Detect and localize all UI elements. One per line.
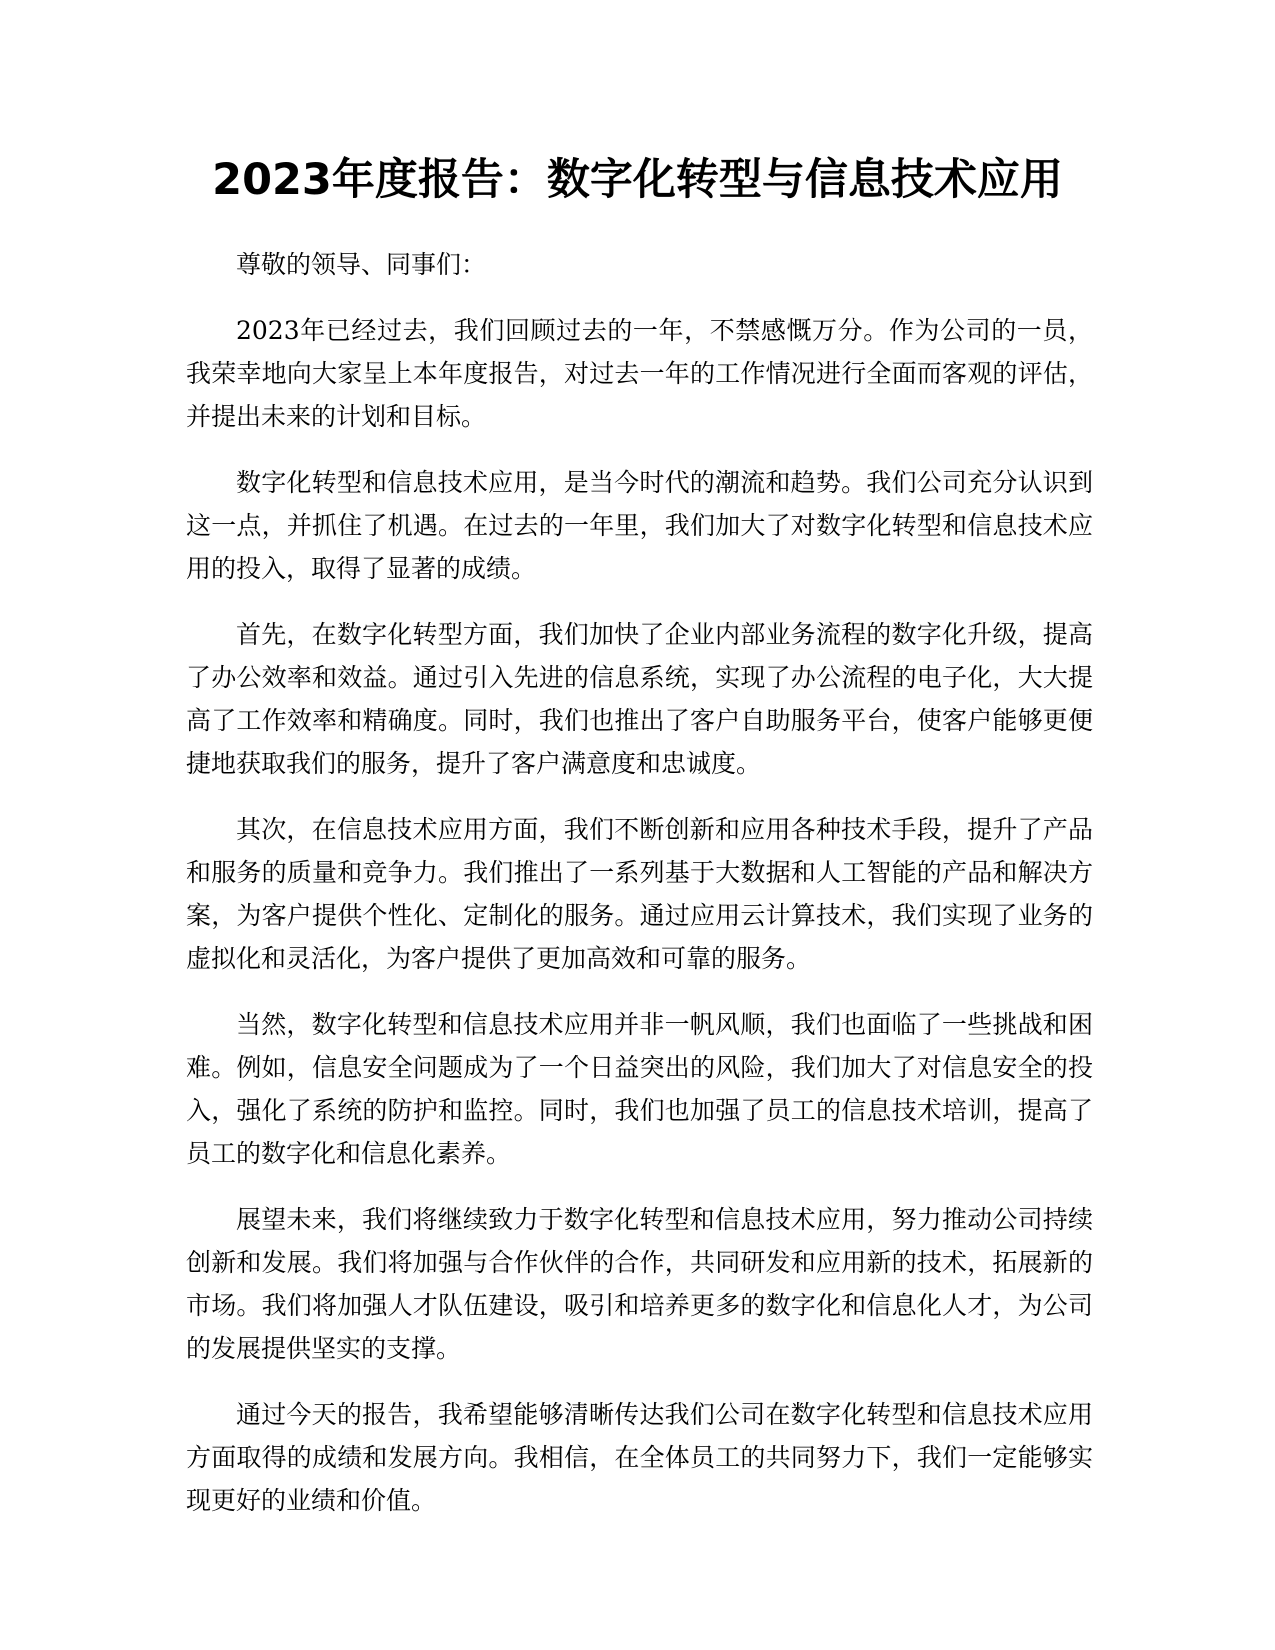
paragraph-conclusion: 通过今天的报告，我希望能够清晰传达我们公司在数字化转型和信息技术应用方面取得的成绩和发展方向。我相信，在全体员工的共同努力下，我们一定能够实现更好的业绩和价值。: [186, 1400, 1093, 1515]
document-body: [186, 243, 1093, 1545]
paragraph-outlook: 展望未来，我们将继续致力于数字化转型和信息技术应用，努力推动公司持续创新和发展。我们将加强与合作伙伴的合作，共同研发和应用新的技术，拓展新的市场。我们将加强人才队伍建设，吸引和培养更多的数字化和信息化人才，为公司的发展提供坚实的支撑。: [186, 1205, 1093, 1363]
greeting: 尊敬的领导、同事们：: [236, 250, 487, 279]
paragraph-review: 2023年已经过去，我们回顾过去的一年，不禁感慨万分。作为公司的一员，我荣幸地向大家呈上本年度报告，对过去一年的工作情况进行全面而客观的评估，并提出未来的计划和目标。: [186, 316, 1093, 431]
paragraph-challenges: 当然，数字化转型和信息技术应用并非一帆风顺，我们也面临了一些挑战和困难。例如，信息安全问题成为了一个日益突出的风险，我们加大了对信息安全的投入，强化了系统的防护和监控。同时，我们也加强了员工的信息技术培训，提高了员工的数字化和信息化素养。: [186, 1010, 1093, 1168]
paragraph-trend: 数字化转型和信息技术应用，是当今时代的潮流和趋势。我们公司充分认识到这一点，并抓住了机遇。在过去的一年里，我们加大了对数字化转型和信息技术应用的投入，取得了显著的成绩。: [186, 468, 1093, 583]
paragraph-digital-transformation: 首先，在数字化转型方面，我们加快了企业内部业务流程的数字化升级，提高了办公效率和效益。通过引入先进的信息系统，实现了办公流程的电子化，大大提高了工作效率和精确度。同时，我们也推出了客户自助服务平台，使客户能够更便捷地获取我们的服务，提升了客户满意度和忠诚度。: [186, 620, 1093, 778]
document-title: 2023年度报告：数字化转型与信息技术应用: [212, 155, 1063, 205]
paragraph-it-application: 其次，在信息技术应用方面，我们不断创新和应用各种技术手段，提升了产品和服务的质量和竞争力。我们推出了一系列基于大数据和人工智能的产品和解决方案，为客户提供个性化、定制化的服务。通过应用云计算技术，我们实现了业务的虚拟化和灵活化，为客户提供了更加高效和可靠的服务。: [186, 815, 1093, 973]
